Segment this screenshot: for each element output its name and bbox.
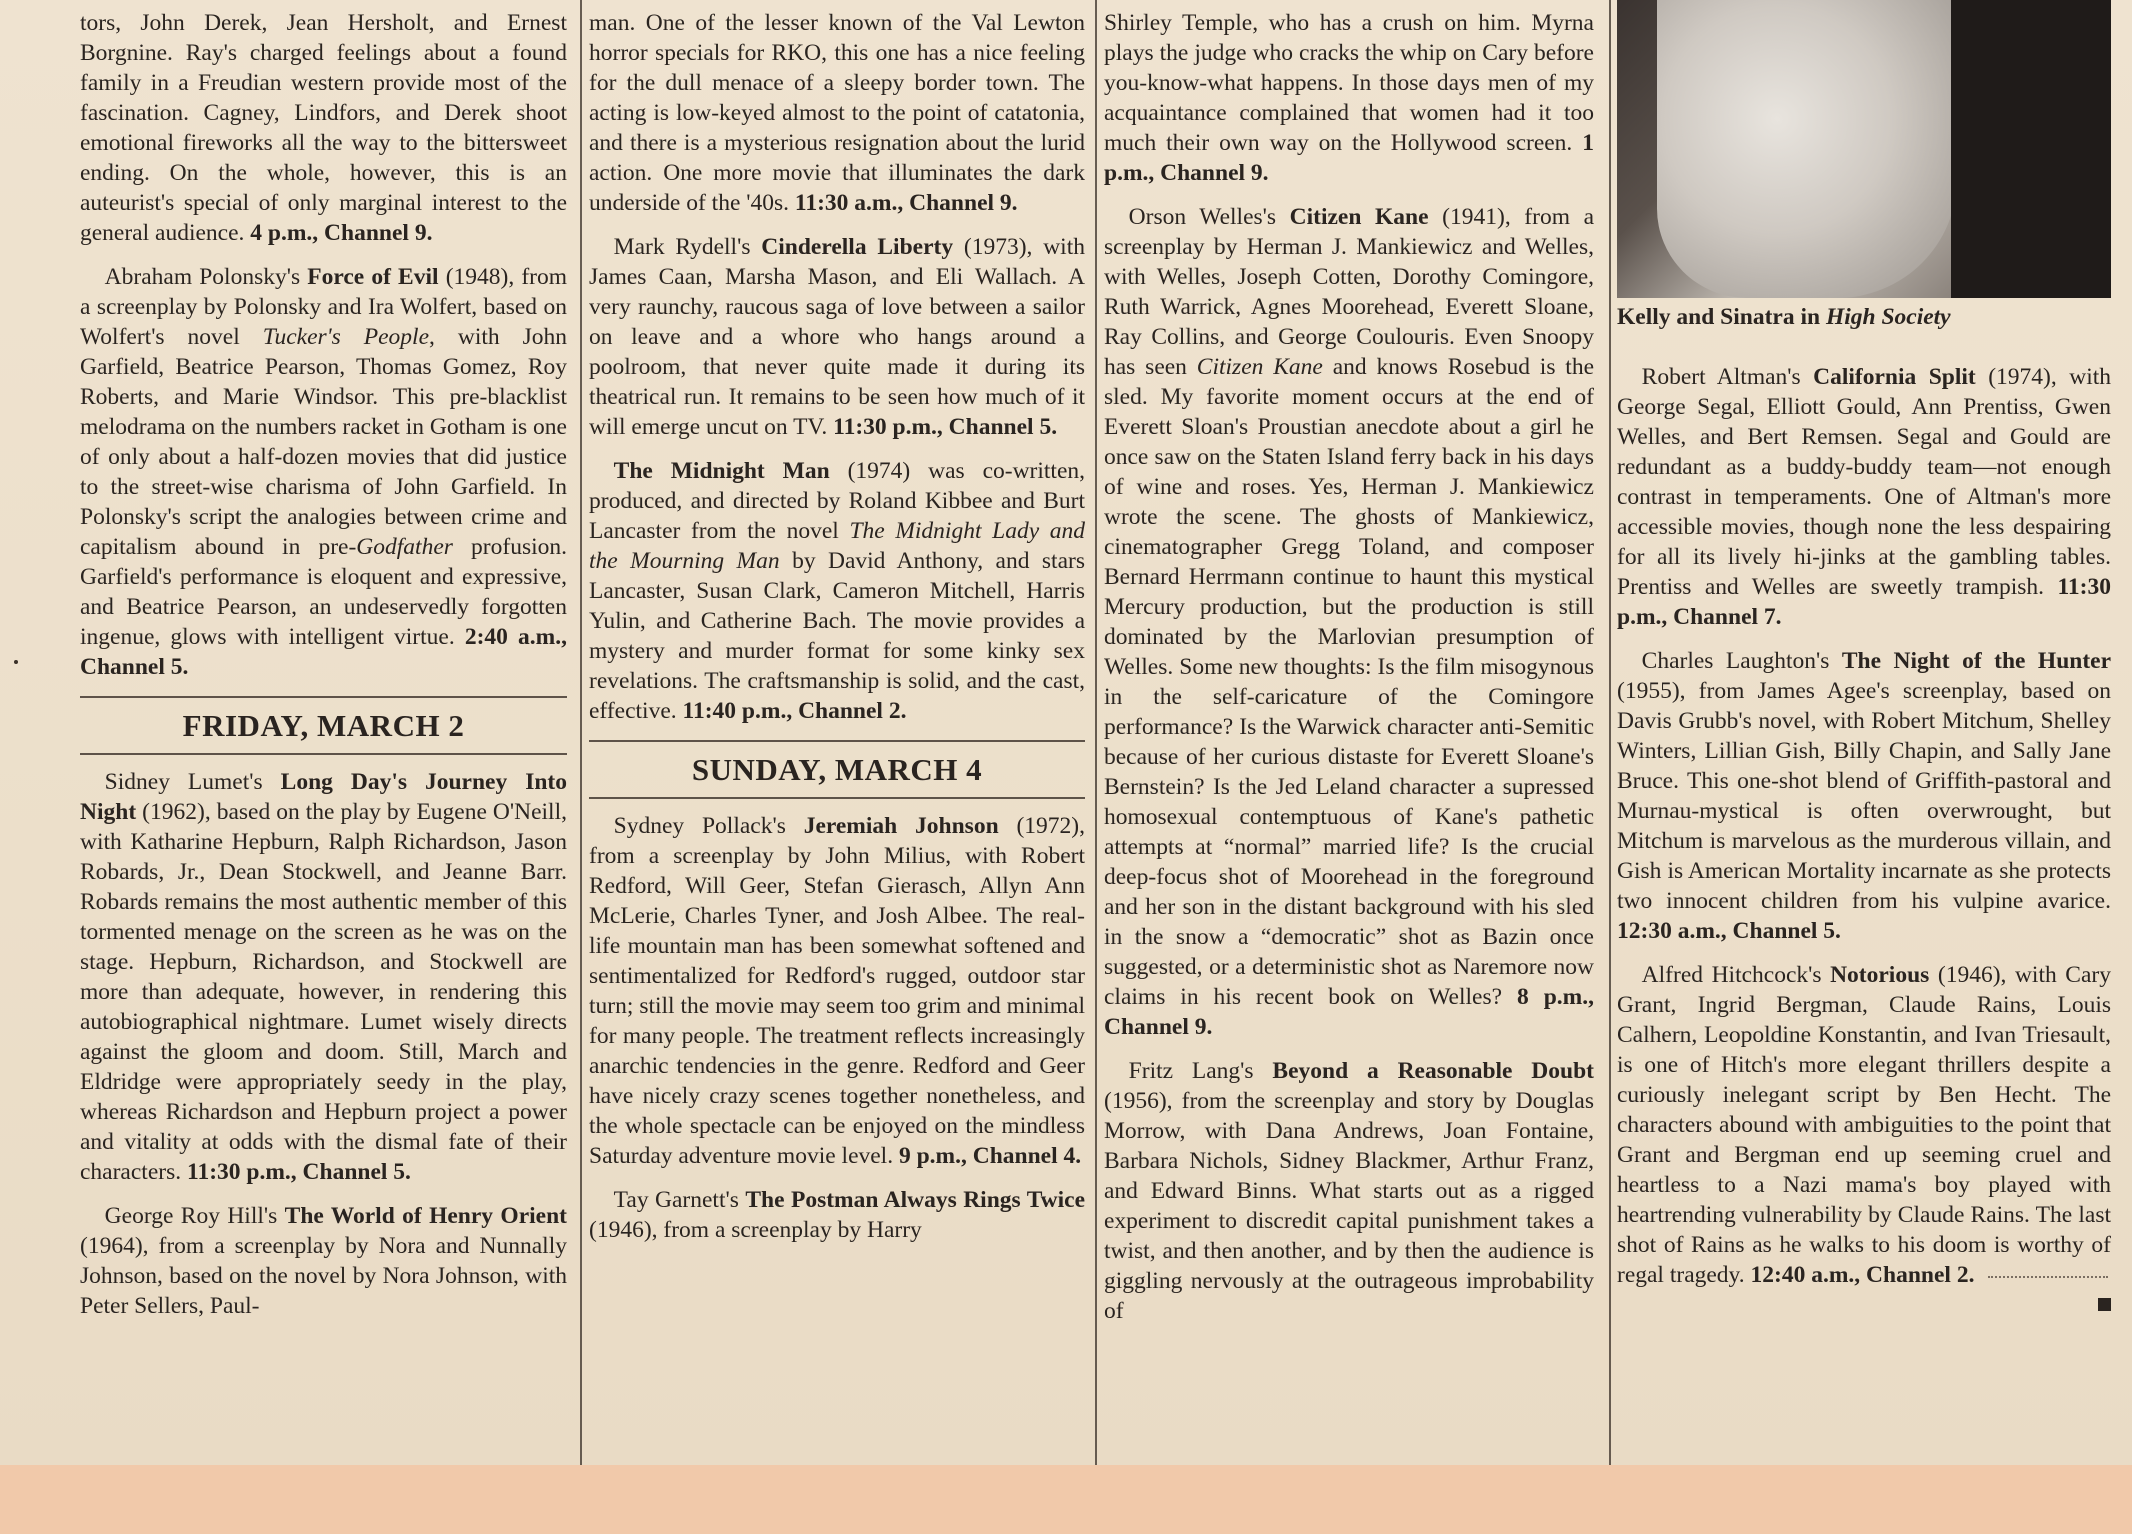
review-citizen-kane: Orson Welles's Citizen Kane (1941), from a screenplay by Herman J. Mankiewicz and Welles, with Welles, Joseph Cotten, Dorothy Comingore, Ruth Warrick, Agnes Moorehead, Everett Sloane, Ray Collins, and George Coulouris. Even Snoopy has seen Citizen Kane and knows Rosebud is the sled. My favorite moment occurs at the end of Everett Sloan's Proustian anecdote about a girl he once saw on the Staten Island ferry back in his days of wine and roses. Yes, Herman J. Mankiewicz wrote the scene. The ghosts of Mankiewicz, cinematographer Gregg Toland, and composer Bernard Herrmann continue to haunt this mystical Mercury production, but the production is still dominated by the Marlovian presumption of Welles. Some new thoughts: Is the film misogynous in the self-caricature of the Comingore performance? Is the Warwick character anti-Semitic because of her curious distaste for Everett Sloane's Bernstein? Is the Jed Leland character a supressed homosexual contemptuous of Kane's pathetic attempts at “normal” married life? Is the crucial deep-focus shot of Moorehead in the foreground and her son in the distant background with his sled in the snow a “democratic” shot as Bazin once suggested, or a deterministic shot as Naremore now claims in his recent book on Welles? 8 p.m., Channel 9. (1104, 204, 1595, 1040)
review-paragraph: man. One of the lesser known of the Val Lewton horror specials for RKO, this one has a nice feeling for the dull menace of a sleepy border town. The acting is low-keyed almost to the point of catatonia, and there is a mysterious resignation about the lurid action. One more movie that illuminates the dark underside of the '40s. 11:30 a.m., Channel 9. (589, 10, 1085, 216)
airtime: 11:30 p.m., Channel 5. (833, 414, 1058, 440)
end-mark-icon (2098, 1298, 2111, 1311)
film-title: Notorious (1830, 962, 1930, 988)
review-henry-orient: George Roy Hill's The World of Henry Orient (1964), from a screenplay by Nora and Nunnally Johnson, based on the novel by Nora Johnson, with Peter Sellers, Paul- (80, 1203, 567, 1319)
film-title: The Postman Always Rings Twice (745, 1187, 1085, 1213)
column-1 (80, 8, 567, 1335)
photo-caption: Kelly and Sinatra in High Society (1617, 304, 1951, 330)
review-night-of-the-hunter: Charles Laughton's The Night of the Hunter (1955), from James Agee's screenplay, based on Davis Grubb's novel, with Robert Mitchum, Shelley Winters, Lillian Gish, Billy Chapin, and Sally Jane Bruce. This one-shot blend of Griffith-pastoral and Murnau-mystical is often overwrought, but Mitchum is marvelous as the murderous villain, and Gish is American Mortality incarnate as she protects two innocent children from his vulpine avarice. 12:30 a.m., Channel 5. (1617, 648, 2112, 944)
review-california-split: Robert Altman's California Split (1974), with George Segal, Elliott Gould, Ann Prentiss, Gwen Welles, and Bert Remsen. Segal and Gould are redundant as a buddy-buddy team—not enough contrast in temperaments. One of Altman's more accessible movies, though none the less despairing for all its lively hi-jinks at the gambling tables. Prentiss and Welles are sweetly trampish. 11:30 p.m., Channel 7. (1617, 364, 2112, 630)
film-title: The Night of the Hunter (1841, 648, 2112, 674)
divider (80, 696, 567, 698)
review-midnight-man: The Midnight Man (1974) was co-written, produced, and directed by Roland Kibbee and Burt Lancaster from the novel The Midnight Lady and the Mourning Man by David Anthony, and stars Lancaster, Susan Clark, Cameron Mitchell, Harris Yulin, and Catherine Bach. The movie provides a mystery and murder format for some kinky sex revelations. The craftsmanship is solid, and the cast, effective. 11:40 p.m., Channel 2. (589, 458, 1086, 724)
column-3 (1104, 8, 1594, 1340)
review-force-of-evil: Abraham Polonsky's Force of Evil (1948), from a screenplay by Polonsky and Ira Wolfert, based on Wolfert's novel Tucker's People, with John Garfield, Beatrice Pearson, Thomas Gomez, Roy Roberts, and Marie Windsor. This pre-blacklist melodrama on the numbers racket in Gotham is one of only about a half-dozen movies that did justice to the street-wise charisma of John Garfield. In Polonsky's script the analogies between crime and capitalism abound in pre-Godfather profusion. Garfield's performance is eloquent and expressive, and Beatrice Pearson, an undeservedly forgotten ingenue, glows with intelligent virtue. 2:40 a.m., Channel 5. (80, 264, 568, 680)
review-long-days-journey: Sidney Lumet's Long Day's Journey Into Night (1962), based on the play by Eugene O'Neill, with Katharine Hepburn, Ralph Richardson, Jason Robards, Jr., Dean Stockwell, and Jeanne Barr. Robards remains the most authentic member of this tormented menage on the screen as he was on the stage. Hepburn, Richardson, and Stockwell are more than adequate, however, in rendering this autobiographical nightmare. Lumet wisely directs against the gloom and doom. Still, March and Eldridge were appropriately seedy in the play, whereas Richardson and Hepburn project a power and vitality at odds with the dismal fate of their characters. 11:30 p.m., Channel 5. (80, 769, 567, 1185)
divider (80, 753, 567, 755)
column-rule (1095, 0, 1097, 1465)
scan-background (0, 1465, 2132, 1534)
day-title: FRIDAY, MARCH 2 (182, 708, 465, 743)
airtime: 11:30 p.m., Channel 7. (1617, 574, 2111, 630)
airtime: 12:40 a.m., Channel 2. (1750, 1262, 1975, 1288)
film-title: The World of Henry Orient (284, 1203, 567, 1229)
still-photo (1617, 0, 2111, 298)
novel-title: Tucker's People (262, 324, 430, 350)
leader-dots (1988, 1276, 2108, 1278)
airtime: 11:40 p.m., Channel 2. (682, 698, 907, 724)
airtime: 9 p.m., Channel 4. (898, 1143, 1082, 1169)
airtime: 2:40 a.m., Channel 5. (80, 624, 568, 680)
film-title: Cinderella Liberty (761, 234, 954, 260)
ink-speck (14, 660, 18, 664)
column-rule (1609, 0, 1611, 1465)
column-2 (589, 8, 1085, 1259)
review-postman: Tay Garnett's The Postman Always Rings Twice (1946), from a screenplay by Harry (589, 1187, 1085, 1243)
airtime: 11:30 p.m., Channel 5. (186, 1159, 411, 1185)
airtime: 11:30 a.m., Channel 9. (794, 190, 1018, 216)
film-title: California Split (1813, 364, 1976, 390)
divider (589, 740, 1085, 742)
divider (589, 797, 1085, 799)
column-rule (580, 0, 582, 1465)
review-paragraph: Shirley Temple, who has a crush on him. Myrna plays the judge who cracks the whip on Cary before you-know-what happens. In those days men of my acquaintance complained that women had it too much their own way on the Hollywood screen. 1 p.m., Channel 9. (1104, 10, 1594, 186)
film-title: Long Day's Journey Into Night (80, 769, 567, 825)
review-jeremiah-johnson: Sydney Pollack's Jeremiah Johnson (1972), from a screenplay by John Milius, with Robert Redford, Will Geer, Stefan Gierasch, Allyn Ann McLerie, Charles Tyner, and Josh Albee. The real-life mountain man has been somewhat softened and sentimentalized for Redford's rugged, outdoor star turn; still the movie may seem too grim and minimal for many people. The treatment reflects increasingly anarchic tendencies in the genre. Redford and Geer have nicely crazy scenes together nonetheless, and the whole spectacle can be enjoyed on the mindless Saturday adventure movie level. 9 p.m., Channel 4. (589, 813, 1086, 1169)
review-notorious: Alfred Hitchcock's Notorious (1946), with Cary Grant, Ingrid Bergman, Claude Rains, Louis Calhern, Leopoldine Konstantin, and Ivan Triesault, is one of Hitch's more elegant thrillers despite a curiously inelegant script by Ben Hecht. The characters abound with ambiguities to the point that Grant and Bergman end up seeming cruel and heartless to a Nazi mama's boy played with heartrending vulnerability by Claude Rains. The last shot of Rains as he walks to his doom is worthy of regal tragedy. 12:40 a.m., Channel 2. (1617, 960, 2111, 1290)
novel-title: The Midnight Lady and the Mourning Man (589, 518, 1085, 574)
day-heading-friday (80, 696, 567, 755)
column-4-body (1617, 362, 2111, 1311)
airtime: 1 p.m., Channel 9. (1104, 130, 1594, 186)
film-title: Citizen Kane (1289, 204, 1429, 230)
review-paragraph: tors, John Derek, Jean Hersholt, and Ernest Borgnine. Ray's charged feelings about a found family in a Freudian western provide most of the fascination. Cagney, Lindfors, and Derek shoot emotional fireworks all the way to the bittersweet ending. On the whole, however, this is an auteurist's special of only marginal interest to the general audience. 4 p.m., Channel 9. (80, 10, 567, 246)
airtime: 4 p.m., Channel 9. (250, 220, 433, 246)
airtime: 8 p.m., Channel 9. (1104, 984, 1595, 1040)
review-cinderella-liberty: Mark Rydell's Cinderella Liberty (1973), with James Caan, Marsha Mason, and Eli Wallach. A very raunchy, raucous saga of love between a sailor on leave and a whore who hangs around a poolroom, that never quite made it during its theatrical run. It remains to be seen how much of it will emerge uncut on TV. 11:30 p.m., Channel 5. (589, 234, 1085, 440)
film-title: Beyond a Reasonable Doubt (1272, 1058, 1594, 1084)
airtime: 12:30 a.m., Channel 5. (1617, 918, 1841, 944)
day-heading-sunday (589, 740, 1085, 799)
film-title: The Midnight Man (613, 458, 830, 484)
film-title: Force of Evil (307, 264, 439, 290)
review-beyond-reasonable-doubt: Fritz Lang's Beyond a Reasonable Doubt (1956), from the screenplay and story by Douglas Morrow, with Dana Andrews, Joan Fontaine, Barbara Nichols, Sidney Blackmer, Arthur Franz, and Edward Binns. What starts out as a rigged experiment to discredit capital punishment takes a twist, and then another, and by then the audience is giggling nervously at the outrageous improbability of (1104, 1058, 1594, 1324)
film-title: Jeremiah Johnson (803, 813, 999, 839)
day-title: SUNDAY, MARCH 4 (691, 752, 983, 787)
